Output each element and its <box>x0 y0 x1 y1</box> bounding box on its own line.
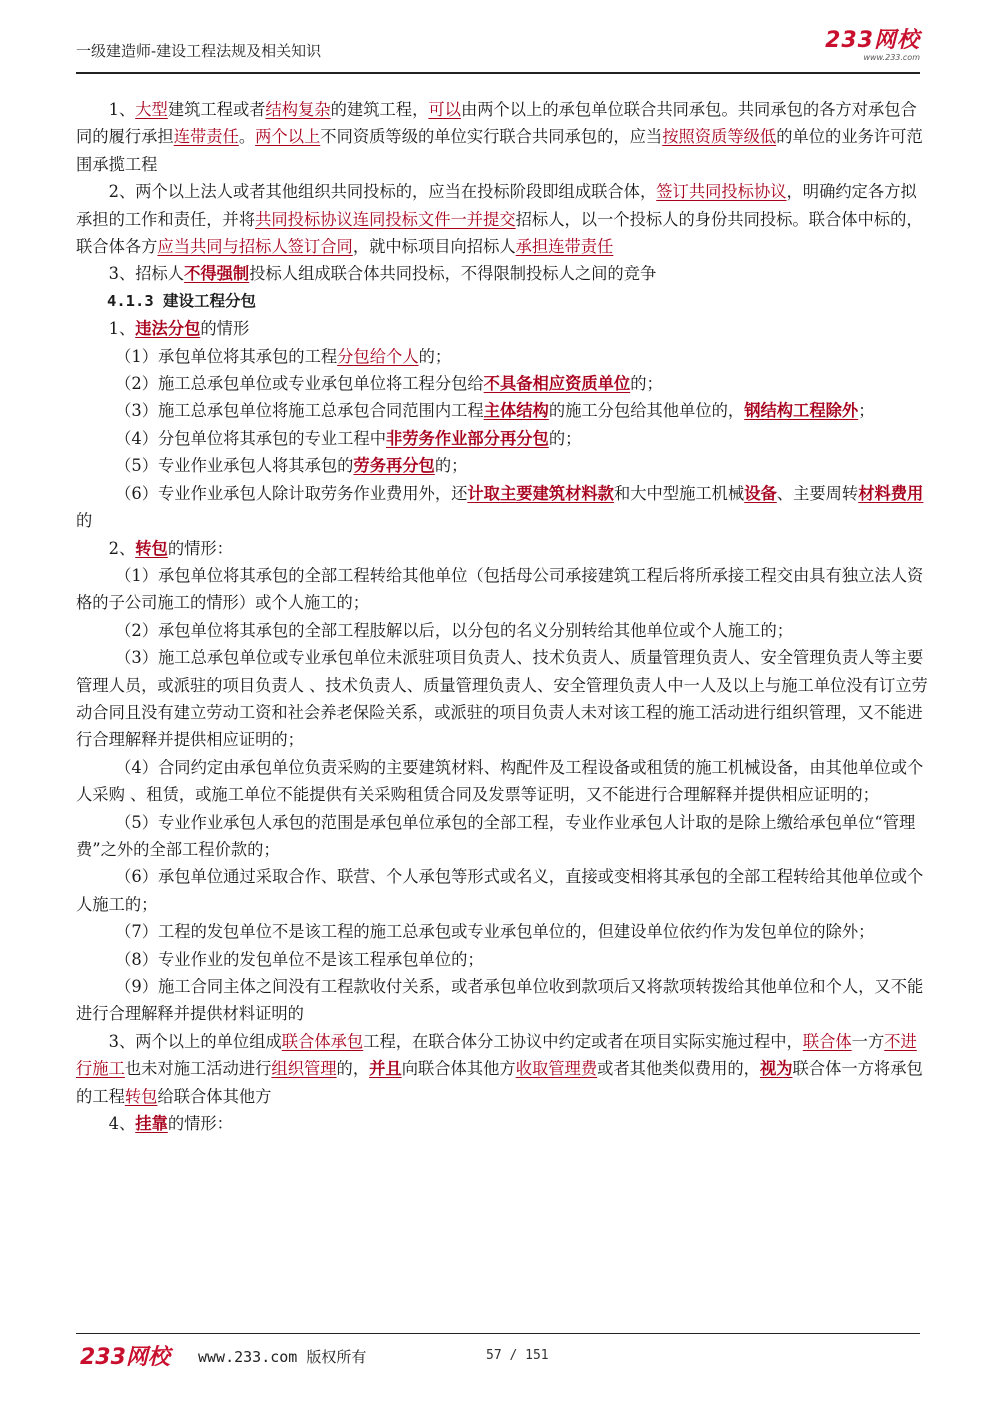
text-run: （1）承包单位将其承包的工程 <box>115 346 338 366</box>
paragraph <box>76 809 928 864</box>
text-run: 也未对施工活动进行 <box>124 1059 272 1079</box>
key-term: 连带责任 <box>173 127 239 147</box>
paragraph <box>76 178 928 260</box>
text-run: 的； <box>630 374 663 394</box>
text-run: 联合体一方将承包的工程 <box>76 1059 923 1106</box>
text-run: 的建筑工程， <box>330 100 429 119</box>
key-term: 大型 <box>135 100 168 119</box>
key-term: 不具备相应资质单位 <box>483 374 631 394</box>
paragraph <box>76 452 928 479</box>
paragraph <box>76 260 928 287</box>
text-run: 不同资质等级的单位实行联合共同承包的，应当 <box>320 127 663 147</box>
key-term: 联合体承包 <box>281 1031 364 1051</box>
paragraph <box>76 370 928 397</box>
key-term: 转包 <box>124 1086 158 1106</box>
footer-logo[interactable]: 233网校 <box>80 1345 170 1370</box>
key-term: 组织管理 <box>271 1059 337 1079</box>
paragraph <box>76 480 928 535</box>
section-heading <box>76 288 928 315</box>
key-term: 设备 <box>744 483 777 503</box>
key-term: 收取管理费 <box>515 1059 598 1079</box>
text-run: （3）施工总承包单位或专业承包单位未派驻项目负责人、技术负责人、质量管理负责人、安全管理负责人等主要管理人员，或派驻的项目负责人 、技术负责人、质量管理负责人、安全管理负责人中一人及以上与施工单位没有订立劳动合同且没有建立劳动工资和社会养老保险关系，或派驻的项目负责人未对该工程的施工活动进行组织管理，又不能进行合理解释并提供相应证明的； <box>76 648 928 750</box>
text-run: 工程，在联合体分工协议中约定或者在项目实际实施过程中， <box>363 1031 803 1051</box>
text-run: （6）承包单位通过采取合作、联营、个人承包等形式或名义，直接或变相将其承包的全部工程转给其他单位或个人施工的； <box>76 867 924 914</box>
text-run: 4.1.3 建设工程分包 <box>107 291 256 310</box>
text-run: ，就中标项目向招标人 <box>352 237 516 257</box>
text-run: 给联合体其他方 <box>157 1086 272 1106</box>
key-term: 不进行施工 <box>76 1031 917 1079</box>
paragraph <box>76 863 928 918</box>
footer-copyright: www.233.com 版权所有 <box>198 1348 367 1366</box>
paragraph <box>76 1028 928 1110</box>
text-run: （2）承包单位将其承包的全部工程肢解以后，以分包的名义分别转给其他单位或个人施工的； <box>115 620 794 640</box>
text-run: （3）施工总承包单位将施工总承包合同范围内工程 <box>115 401 484 421</box>
paragraph <box>76 315 928 342</box>
text-run: ； <box>858 401 875 421</box>
key-term: 视为 <box>759 1059 793 1079</box>
key-term: 计取主要建筑材料款 <box>467 483 614 503</box>
text-run: （4）合同约定由承包单位负责采购的主要建筑材料、构配件及工程设备或租赁的施工机械设备，由其他单位或个人采购 、租赁，或施工单位不能提供有关采购租赁合同及发票等证明，又不能进行合理解释并提供相应证明的； <box>76 757 924 805</box>
text-run: 3、两个以上的单位组成 <box>108 1031 282 1051</box>
paragraph <box>76 562 928 617</box>
key-term: 分包给个人 <box>337 346 419 366</box>
site-logo[interactable] <box>825 30 920 62</box>
paragraph <box>76 397 928 424</box>
paragraph <box>76 535 928 562</box>
key-term: 并且 <box>369 1059 402 1079</box>
text-run: （9）施工合同主体之间没有工程款收付关系，或者承包单位收到款项后又将款项转拨给其他单位和个人，又不能进行合理解释并提供材料证明的 <box>76 977 924 1024</box>
paragraph <box>76 946 928 973</box>
text-run: 的情形： <box>167 1114 233 1134</box>
text-run: 2、两个以上法人或者其他组织共同投标的，应当在投标阶段即组成联合体， <box>108 182 657 202</box>
text-run: （5）专业作业承包人将其承包的 <box>115 456 354 476</box>
paragraph <box>76 918 928 945</box>
key-term: 不得强制 <box>184 264 250 284</box>
text-run: 或者其他类似费用的， <box>597 1059 760 1079</box>
paragraph <box>76 425 928 452</box>
text-run: 招标人，以一个投标人的身份共同投标。联合体中标的，联合体各方 <box>76 209 923 257</box>
paragraph <box>76 1110 928 1137</box>
key-term: 钢结构工程除外 <box>744 401 859 421</box>
text-run: 、主要周转 <box>776 483 859 503</box>
key-term: 共同投标协议连同投标文件一并提交 <box>255 209 516 229</box>
key-term: 签订共同投标协议 <box>656 182 787 202</box>
text-run: 一方 <box>851 1031 885 1051</box>
text-run: （1）承包单位将其承包的全部工程转给其他单位（包括母公司承接建筑工程后将所承接工程交由具有独立法人资格的子公司施工的情形）或个人施工的； <box>76 565 924 613</box>
text-run: （2）施工总承包单位或专业承包单位将工程分包给 <box>115 374 484 394</box>
text-run: （5）专业作业承包人承包的范围是承包单位承包的全部工程，专业作业承包人计取的是除上缴给承包单位“管理费”之外的全部工程价款的； <box>76 812 916 859</box>
key-term: 联合体 <box>802 1031 852 1051</box>
text-run: 1、 <box>108 319 136 339</box>
page-footer <box>76 1333 920 1374</box>
key-term: 结构复杂 <box>265 100 331 119</box>
paragraph <box>76 644 928 754</box>
text-run: 由两个以上的承包单位联合共同承包。共同承包的各方对承包合同的履行承担 <box>76 100 917 147</box>
text-run: （8）专业作业的发包单位不是该工程承包单位的； <box>115 949 484 969</box>
text-run: 的， <box>336 1059 370 1079</box>
text-run: 的情形： <box>167 538 233 558</box>
text-run: 4、 <box>108 1114 136 1134</box>
key-term: 材料费用 <box>858 483 924 503</box>
key-term: 按照资质等级低 <box>662 127 777 147</box>
text-run: 的； <box>434 456 468 476</box>
text-run: 。 <box>238 127 256 147</box>
key-term: 应当共同与招标人签订合同 <box>157 237 353 257</box>
paragraph <box>76 973 928 1028</box>
text-run: 的 <box>76 511 93 531</box>
key-term: 转包 <box>135 538 168 558</box>
key-term: 两个以上 <box>255 127 321 147</box>
key-term: 违法分包 <box>135 319 201 339</box>
text-run: 的； <box>548 428 582 448</box>
text-run: 建筑工程或者 <box>167 100 266 119</box>
text-run: 的情形 <box>200 319 250 339</box>
key-term: 承担连带责任 <box>515 237 614 257</box>
key-term: 挂靠 <box>135 1114 168 1134</box>
text-run: 和大中型施工机械 <box>613 483 745 503</box>
text-run: 的； <box>418 346 452 366</box>
key-term: 主体结构 <box>483 401 549 421</box>
text-run: （7）工程的发包单位不是该工程的施工总承包或专业承包单位的，但建设单位依约作为发包单位的除外； <box>115 922 875 942</box>
document-title: 一级建造师-建设工程法规及相关知识 <box>76 42 322 60</box>
text-run: 向联合体其他方 <box>401 1059 516 1079</box>
text-run: 的施工分包给其他单位的， <box>548 401 745 421</box>
key-term: 劳务再分包 <box>353 456 435 476</box>
paragraph <box>76 343 928 370</box>
logo-url: www.233.com <box>863 53 920 62</box>
logo-text: 233网校 <box>825 28 920 53</box>
text-run: （6）专业作业承包人除计取劳务作业费用外，还 <box>115 483 468 503</box>
key-term: 可以 <box>428 100 461 119</box>
page-header <box>76 28 920 74</box>
paragraph <box>76 754 928 809</box>
text-run: 2、 <box>108 538 136 558</box>
document-body <box>76 96 928 1137</box>
text-run: ，明确约定各方拟承担的工作和责任，并将 <box>76 182 917 229</box>
text-run: 投标人组成联合体共同投标，不得限制投标人之间的竞争 <box>249 264 657 284</box>
text-run: 的单位的业务许可范围承揽工程 <box>76 127 923 174</box>
text-run: 1、 <box>108 100 136 119</box>
text-run: 3、招标人 <box>108 264 185 284</box>
page-number: 57 / 151 <box>486 1348 549 1363</box>
text-run: （4）分包单位将其承包的专业工程中 <box>115 428 386 448</box>
paragraph <box>76 617 928 644</box>
key-term: 非劳务作业部分再分包 <box>385 428 549 448</box>
paragraph <box>76 96 928 178</box>
